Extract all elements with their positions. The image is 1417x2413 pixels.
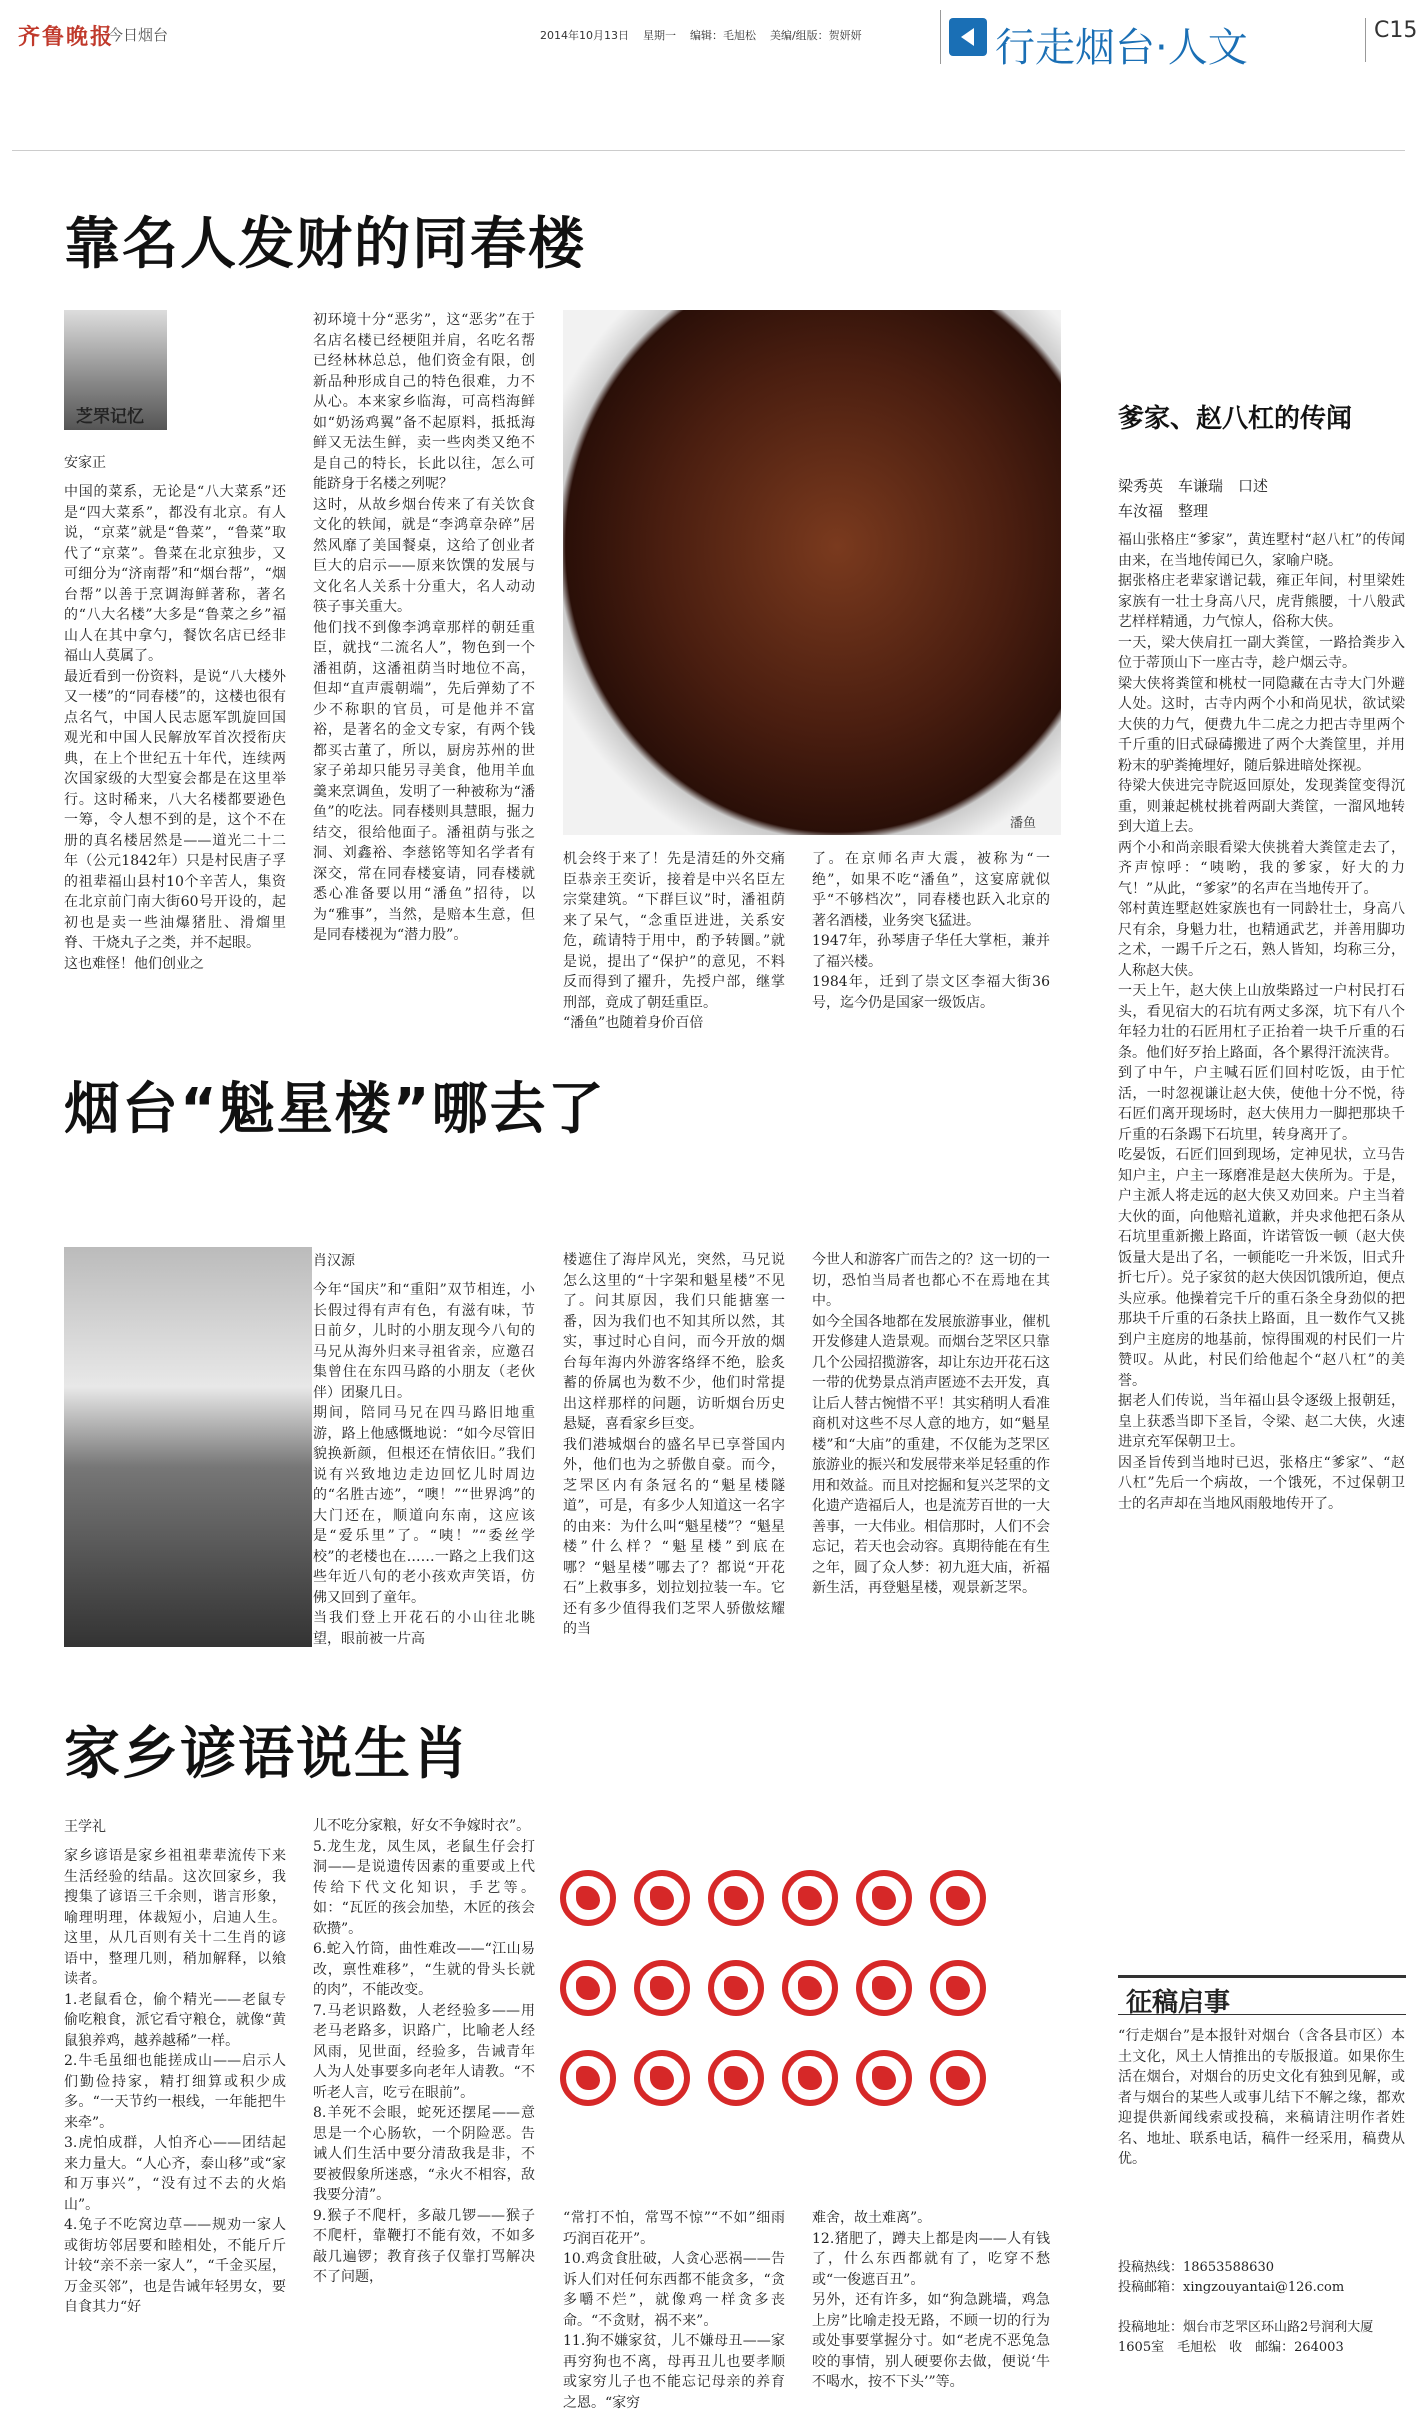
monkey-papercut-icon	[708, 1960, 764, 2016]
pig-papercut-icon	[930, 1960, 986, 2016]
rabbit-papercut-icon	[782, 1870, 838, 1926]
back-arrow-icon	[949, 18, 987, 56]
article1-col4: 了。在京师名声大震，被称为“一绝”，如果不吃“潘鱼”，这宴席就似乎“不够档次”，同春楼也跃入北京的著名酒楼，业务突飞猛进。 1947年，孙琴唐子华任大掌柜，兼并了福兴楼。 1984年，迁到了崇文区李福大街36号，迄今仍是国家一级饭店。	[812, 851, 1050, 1011]
page-number: C15	[1365, 18, 1417, 62]
article1-author: 安家正	[64, 455, 106, 471]
article3-col1: 家乡谚语是家乡祖祖辈辈流传下来生活经验的结晶。这次回家乡，我搜集了谚语三千余则，谐言形象，喻理明理，体裁短小，启迪人生。这里，从几百则有关十二生肖的谚语中，整理几则，稍加解释，以飨读者。 1.老鼠看仓，偷个精光——老鼠专偷吃粮食，派它看守粮仓，就像“黄鼠狼养鸡，越养越稀”一样。 2.牛毛虽细也能搓成山——启示人们勤俭持家，精打细算或积少成多。“一天节约一根线，一年能把牛来牵”。 3.虎怕成群，人怕齐心——团结起来力量大。“人心齐，泰山移”或“家和万事兴”，“没有过不去的火焰山”。 4.兔子不吃窝边草——规劝一家人或街坊邻居要和睦相处，不能斤斤计较“亲不亲一家人”，“千金买屋，万金买邻”，也是告诫年轻男女，要自食其力“好	[64, 1848, 286, 2315]
photo-caption: 潘鱼	[1010, 816, 1037, 831]
ox-papercut-icon	[634, 1870, 690, 1926]
submission-address: 投稿地址：烟台市芝罘区环山路2号润利大厦1605室 毛旭松 收 邮编：264003	[1118, 2320, 1374, 2355]
goat-papercut-icon	[634, 1960, 690, 2016]
dragon-papercut-icon	[856, 1870, 912, 1926]
divider	[12, 150, 1405, 151]
dragon-papercut-icon	[856, 2050, 912, 2106]
sidebar-credits: 梁秀英 车谦瑞 口述 车汝福 整理	[1118, 477, 1269, 520]
ox-papercut-icon	[634, 2050, 690, 2106]
article3-col3: “常打不怕，常骂不惊”“不如”细雨巧润百花开”。 10.鸡贪食肚破，人贪心恶祸——告诉人们对任何东西都不能贪多，“贪多嚼不烂”，就像鸡一样贪多丧命。“不贪财，祸不来”。 11.狗不嫌家贫，儿不嫌母丑——家再穷狗也不离，母再丑儿也要孝顺或家穷儿子也不能忘记母亲的养育之恩。“家穷	[563, 2210, 785, 2411]
article2-col3: 今世人和游客广而告之的？这一切的一切，恐怕当局者也都心不在焉地在其中。 如今全国各地都在发展旅游事业，催机开发修建人造景观。而烟台芝罘区只靠几个公园招揽游客，却让东边开花石这一带的优势景点消声匿迹不去开发，真让后人替古惋惜不平！其实稍明人看准商机对这些不尽人意的地方，如“魁星楼”和“大庙”的重建，不仅能为芝罘区旅游业的振兴和发展带来举足轻重的作用和效益。而且对挖掘和复兴芝罘的文化遗产造福后人，也是流芳百世的一大善事，一大伟业。相信那时，人们不会忘记，若天也会动容。真期待能在有生之年，圆了众人梦：初九逛大庙，祈福新生活，再登魁星楼，观景新芝罘。	[812, 1252, 1050, 1596]
rat-papercut-icon	[560, 1870, 616, 1926]
article2-author: 肖汉源	[313, 1253, 355, 1269]
newspaper-logo: 齐鲁晚报	[18, 24, 115, 50]
column-tag: 芝罘记忆	[76, 407, 144, 427]
horse-papercut-icon	[560, 1960, 616, 2016]
call-for-submissions-title: 征稿启事	[1126, 1988, 1231, 2018]
call-for-submissions-text: “行走烟台”是本报针对烟台（含各县市区）本土文化，风土人情推出的专版报道。如果你生活在烟台，对烟台的历史文化有独到见解，或者与烟台的某些人或事儿结下不解之缘，都欢迎提供新闻线索或投稿，来稿请注明作者姓名、地址、联系电话，稿件一经采用，稿费从优。	[1118, 2028, 1405, 2167]
kuixing-tower-photo	[64, 1247, 312, 1647]
article1-col3: 机会终于来了！先是清廷的外交痛臣恭亲王奕䜣，接着是中兴名臣左宗棠建筑。“下群巨议”时，潘祖荫来了呆气，“念重臣进进，关系安危，疏请特于用中，酌予转圜。”就是说，提出了“保护”的意见，不料反而得到了擢升，先授户部，继掌刑部，竟成了朝廷重臣。 “潘鱼”也随着身价百倍	[563, 851, 785, 1031]
tiger-papercut-icon	[708, 1870, 764, 1926]
call-for-submissions-header	[1118, 1975, 1406, 2018]
rabbit-papercut-icon	[782, 2050, 838, 2106]
rooster-papercut-icon	[782, 1960, 838, 2016]
submission-phone: 投稿热线：18653588630	[1118, 2260, 1274, 2275]
article1-title: 靠名人发财的同春楼	[64, 212, 586, 277]
snake-papercut-icon	[930, 2050, 986, 2106]
sidebar-title: 爹家、赵八杠的传闻	[1118, 404, 1353, 434]
article2-col1: 今年“国庆”和“重阳”双节相连，小长假过得有声有色，有滋有味，节日前夕，儿时的小朋友现今八旬的马兄从海外归来寻祖省亲，应邀召集曾住在东四马路的小朋友（老伙伴）团聚几日。 期间，陪同马兄在四马路旧地重游，路上他感慨地说：“如今尽管旧貌换新颜，但根还在情依旧。”我们说有兴致地边走边回忆儿时周边的“名胜古迹”，“噢！”“世界鸿”的大门还在，顺道向东南，这应该是“爱乐里”了。“咦！”“委丝学校”的老楼也在……一路之上我们这些年近八旬的老小孩欢声笑语，仿佛又回到了童年。 当我们登上开花石的小山往北眺望，眼前被一片高	[313, 1282, 535, 1647]
fish-dish-photo	[563, 310, 1061, 835]
article2-col2: 楼遮住了海岸风光，突然，马兄说怎么这里的“十字架和魁星楼”不见了。问其原因，我们只能搪塞一番，因为我们也不知其所以然，其实，事过时心自问，而今开放的烟台每年海内外游客络绎不绝，脍炙蓄的侨属也为数不少，他们时常提出这样那样的问题，访昕烟台历史悬疑，喜看家乡巨变。 我们港城烟台的盛名早已享誉国内外，他们也为之骄傲自豪。而今，芝罘区内有条冠名的“魁星楼隧道”，可是，有多少人知道这一名字的由来：为什么叫“魁星楼”？“魁星楼”什么样？“魁星楼”到底在哪？“魁星楼”哪去了？都说“开花石”上救事多，划拉划拉装一车。它还有多少值得我们芝罘人骄傲炫耀的当	[563, 1252, 785, 1637]
article3-author: 王学礼	[64, 1819, 106, 1835]
dog-papercut-icon	[856, 1960, 912, 2016]
article1-col2: 初环境十分“恶劣”，这“恶劣”在于名店名楼已经梗阻并肩，名吃名帮已经林林总总，他们资金有限，创新品种形成自己的特色很难，力不从心。本来家乡临海，可高档海鲜如“奶汤鸡翼”备不起原料，抵抵海鲜又无法生鲜，卖一些肉类又绝不是自己的特长，长此以往，怎么可能跻身于名楼之列呢？ 这时，从故乡烟台传来了有关饮食文化的轶闻，就是“李鸿章杂碎”居然风靡了美国餐桌，这给了创业者巨大的启示——原来饮馔的发展与文化名人关系十分重大，名人动动筷子事关重大。 他们找不到像李鸿章那样的朝廷重臣，就找“二流名人”，物色到一个潘祖荫，这潘祖荫当时地位不高，但却“直声震朝端”，先后弹劾了不少不称职的官员，可是他并不富裕，是著名的金文专家，有两个钱都买古董了，所以，厨房苏州的世家子弟却只能另寻美食，他用羊血羹来烹调鱼，发明了一种被称为“潘鱼”的吃法。同春楼则具慧眼，掘力结交，很给他面子。潘祖荫与张之洞、刘鑫裕、李慈铭等知名学者有深交，常在同春楼宴请，同春楼就悉心准备要以用“潘鱼”招待，以为“雅事”，当然，是赔本生意，但是同春楼视为“潜力股”。	[313, 312, 535, 943]
zodiac-papercut-grid	[560, 1870, 1000, 2200]
section-header	[940, 10, 1360, 71]
snake-papercut-icon	[930, 1870, 986, 1926]
sidebar-text: 福山张格庄“爹家”，黄连墅村“赵八杠”的传闻由来，在当地传闻已久，家喻户晓。 据张格庄老辈家谱记载，雍正年间，村里梁姓家族有一壮士身高八尺，虎背熊腰，十八般武艺样样精通，力气惊人，俗称大侠。 一天，梁大侠肩扛一副大粪筐，一路拾粪步入位于蒂顶山下一座古寺，趁户烟云寺。 梁大侠将粪筐和桃杖一同隐藏在古寺大门外避人处。这时，古寺内两个小和尚见状，欲试梁大侠的力气，便费九牛二虎之力把古寺里两个千斤重的旧式碌碡搬进了两个大粪筐里，并用粉末的驴粪掩埋好，随后躲进暗处探视。 待梁大侠进完寺院返回原处，发现粪筐变得沉重，则兼起桃杖挑着两副大粪筐，一溜风地转到大道上去。 两个小和尚亲眼看梁大侠挑着大粪筐走去了，齐声惊呼：“咦哟，我的爹家，好大的力气！”从此，“爹家”的名声在当地传开了。 邻村黄连墅赵姓家族也有一同龄壮士，身高八尺有余，身魁力壮，也精通武艺，并善用脚功之术，一踢千斤之石，熟人皆知，均称三分，人称赵大侠。 一天上午，赵大侠上山放柴路过一户村民打石头，看见宿大的石坑有两丈多深，坑下有八个年轻力壮的石匠用杠子正抬着一块千斤重的石条。他们好歹抬上路面，各个累得汗流浃背。 到了中午，户主喊石匠们回村吃饭，由于忙活，一时忽视谦让赵大侠，使他十分不悦，待石匠们离开现场时，赵大侠用力一脚把那块千斤重的石条踢下石坑里，转身离开了。 吃晏饭，石匠们回到现场，定神见状，立马告知户主，户主一琢磨准是赵大侠所为。于是，户主派人将走远的赵大侠又劝回来。户主当着大伙的面，向他赔礼道歉，并央求他把石条从石坑里重新搬上路面，许诺管饭一顿（赵大侠饭量大是出了名，一顿能吃一升米饭，旧式升折七斤）。兑子家贫的赵大侠因饥饿所迫，便点头应承。他操着完千斤的重石条全身劲似的把那块千斤重的石条扶上路面，且一数作气又挑到户主庭房的地基前，惊得围观的村民们一片赞叹。从此，村民们给他起个“赵八杠”的美誉。 据老人们传说，当年福山县令逐级上报朝廷，皇上获悉当即下圣旨，令梁、赵二大侠，火速进京充军保朝卫士。 因圣旨传到当地时已迟，张格庄“爹家”、“赵八杠”先后一个病故，一个饿死，不过保朝卫士的名声却在当地风雨般地传开了。	[1118, 532, 1405, 1512]
article3-title: 家乡谚语说生肖	[64, 1722, 470, 1787]
rat-papercut-icon	[560, 2050, 616, 2106]
page-tag: 今日烟台	[108, 26, 169, 44]
tiger-papercut-icon	[708, 2050, 764, 2106]
section-title: 行走烟台·人文	[995, 25, 1248, 71]
article3-col2: 儿不吃分家粮，好女不争嫁时衣”。 5.龙生龙，凤生凤，老鼠生仔会打洞——是说遗传因素的重要或上代传给下代文化知识，手艺等。如：“瓦匠的孩会加垫，木匠的孩会砍攒”。 6.蛇入竹筒，曲性难改——“江山易改，禀性难移”，“生就的骨头长就的肉”，不能改变。 7.马老识路数，人老经验多——用老马老路多，识路广，比喻老人经风雨，见世面，经验多，告诫青年人为人处事要多向老年人请教。“不听老人言，吃亏在眼前”。 8.羊死不会眼，蛇死还摆尾——意思是一个心肠软，一个阴险恶。告诫人们生活中要分清敌我是非，不要被假象所迷惑，“永火不相容，敌我要分清”。 9.猴子不爬杆，多敲几锣——猴子不爬杆，靠鞭打不能有效，不如多敲几遍锣；教育孩子仅靠打骂解决不了问题，	[313, 1818, 535, 2285]
page-header	[10, 10, 1417, 71]
article2-title: 烟台“魁星楼”哪去了	[64, 1077, 606, 1142]
submission-email[interactable]: 投稿邮箱：xingzouyantai@126.com	[1118, 2280, 1345, 2295]
article3-col4: 难舍，故土难离”。 12.猪肥了，蹲夫上都是肉——人有钱了，什么东西都就有了，吃穿不愁或“一俊遮百丑”。 另外，还有许多，如“狗急跳墙，鸡急上房”比喻走投无路，不顾一切的行为或处事要掌握分寸。如“老虎不恶兔急咬的事情，别人硬要你去做，便说‘牛不喝水，按不下头’”等。	[812, 2210, 1050, 2390]
dateline: 2014年10月13日 星期一 编辑：毛旭松 美编/组版：贺妍妍	[540, 29, 862, 42]
article1-col1: 中国的菜系，无论是“八大菜系”还是“四大菜系”，都没有北京。有人说，“京菜”就是“鲁菜”，“鲁菜”取代了“京菜”。鲁菜在北京独步，又可细分为“济南帮”和“烟台帮”，“烟台帮”以善于烹调海鲜著称，著名的“八大名楼”大多是“鲁菜之乡”福山人在其中拿勺，餐饮名店已经非福山人莫属了。 最近看到一份资料，是说“八大楼外又一楼”的“同春楼”的，这楼也很有点名气，中国人民志愿军凯旋回国观光和中国人民解放军首次授衔庆典，在上个世纪五十年代，连续两次国家级的大型宴会都是在这里举行。这时稀来，八大名楼都要逊色一筹，令人想不到的是，这个不在册的真名楼居然是——道光二十二年（公元1842年）只是村民唐子孚的祖辈福山县村10个辛苦人，集资在北京前门南大街60号开设的，起初也是卖一些油爆猪肚、滑熘里脊、干烧丸子之类，并不起眼。 这也难怪！他们创业之	[64, 484, 286, 972]
